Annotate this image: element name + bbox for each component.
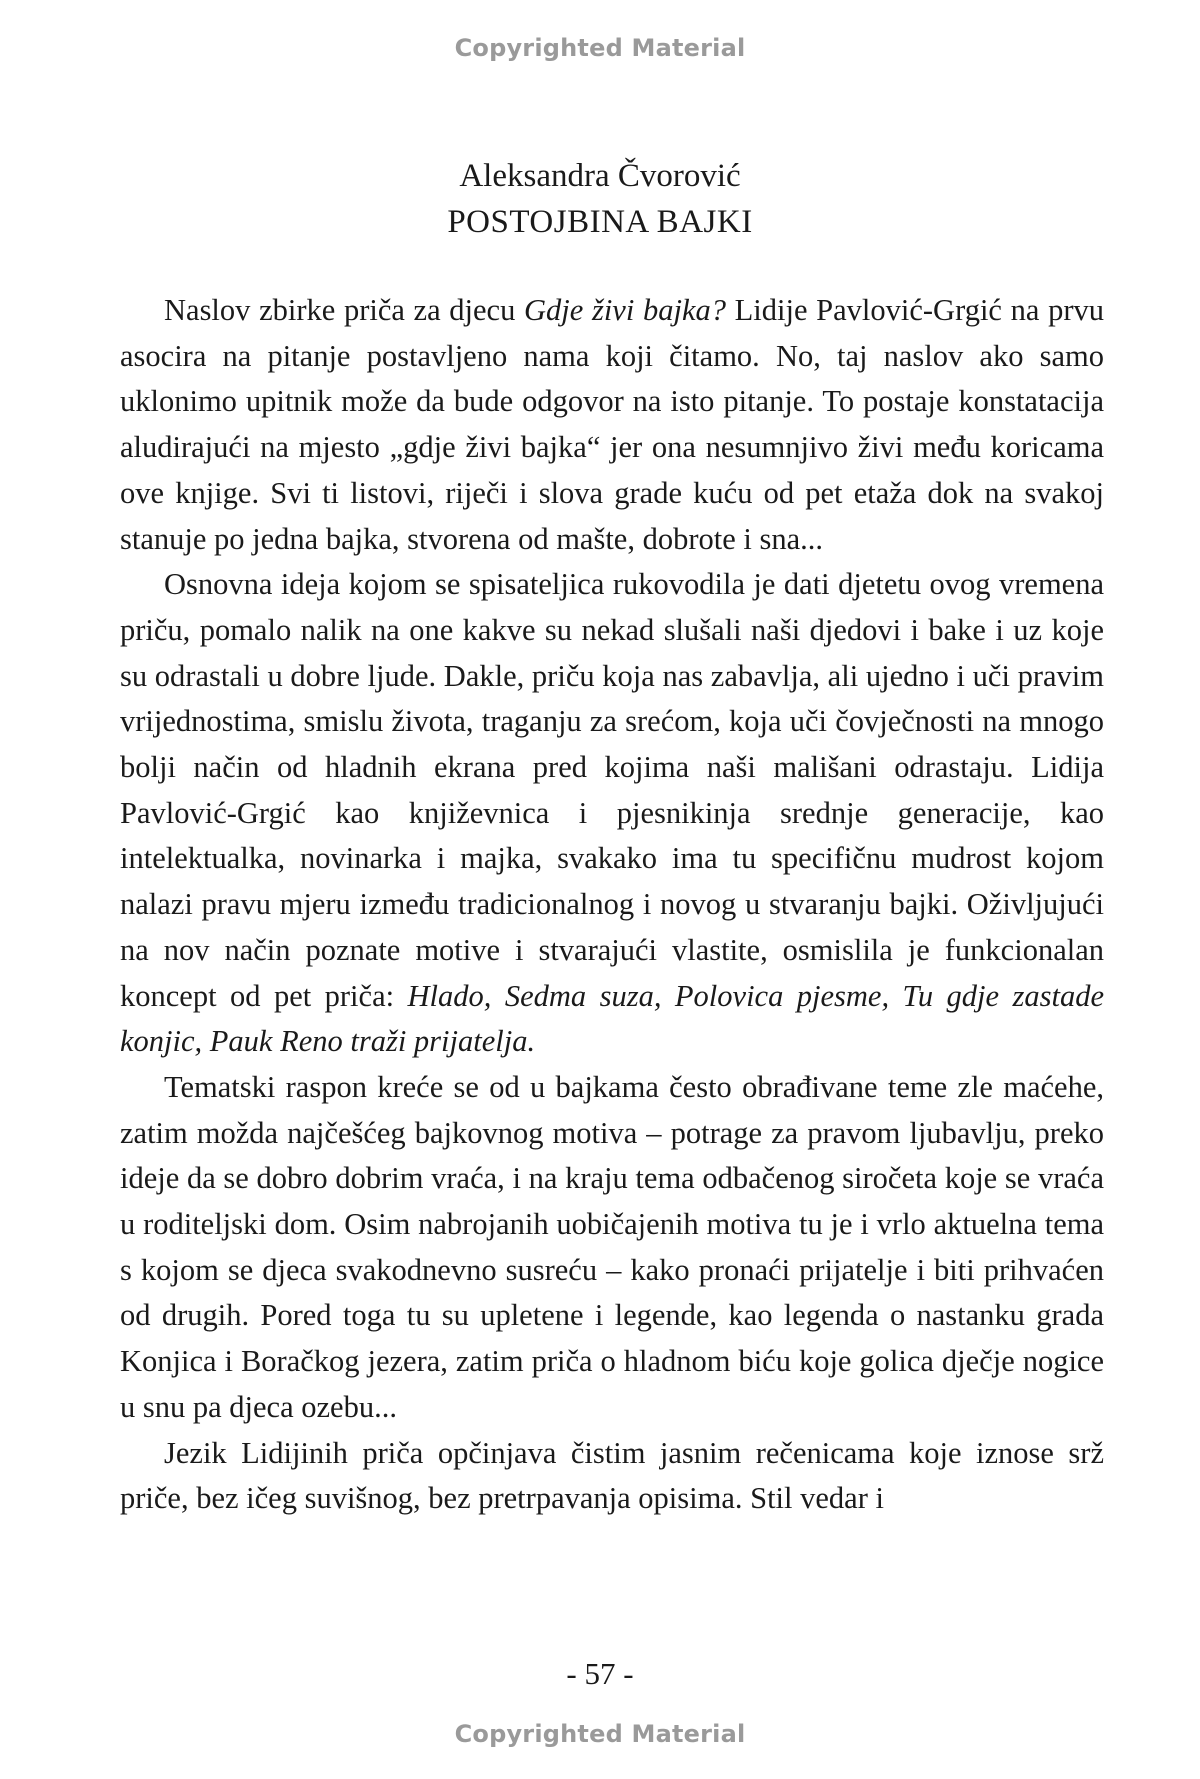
copyright-watermark-bottom: Copyrighted Material [454, 1720, 746, 1748]
paragraph [120, 288, 1104, 562]
paragraph [120, 1065, 1104, 1431]
paragraph-text: Naslov zbirke priča za djecu [164, 293, 525, 327]
italic-title-text: Gdje živi bajka? [524, 293, 726, 327]
paragraph [120, 1431, 1104, 1522]
page-number: - 57 - [566, 1656, 634, 1691]
paragraph [120, 562, 1104, 1065]
author-name: Aleksandra Čvorović [459, 158, 741, 194]
italic-title-text: Hlado, Sedma suza, Polovica pjesme, Tu gdje zastade konjic, Pauk Reno traži prijatelja. [120, 978, 1104, 1059]
paragraph-text: Lidije Pavlović-Grgić na prvu asocira na pitanje postavljeno nama koji čitamo. No, taj naslov ako samo uklonimo upitnik može da bude odgovor na isto pitanje. To postaje konstatacija aludirajući na mjesto „gdje živi bajka“ jer ona nesumnjivo živi među koricama ove knjige. Svi ti listovi, riječi i slova grade kuću od pet etaža dok na svakoj stanuje po jedna bajka, stvorena od mašte, dobrote i sna... [120, 293, 1104, 556]
paragraph-text: Jezik Lidijinih priča opčinjava čistim jasnim rečenicama koje iznose srž priče, bez ičeg suvišnog, bez pretrpavanja opisima. Stil vedar i [120, 1435, 1104, 1516]
paragraph-text: Osnovna ideja kojom se spisateljica rukovodila je dati djetetu ovog vremena priču, pomalo nalik na one kakve su nekad slušali naši djedovi i bake i uz koje su odrastali u dobre ljude. Dakle, priču koja nas zabavlja, ali ujedno i uči pravim vrijednostima, smislu života, traganju za srećom, koja uči čovječnosti na mnogo bolji način od hladnih ekrana pred kojima naši mališani odrastaju. Lidija Pavlović-Grgić kao književnica i pjesnikinja srednje generacije, kao intelektualka, novinarka i majka, svakako ima tu specifičnu mudrost kojom nalazi pravu mjeru između tradicionalnog i novog u stvaranju bajki. Oživljujući na nov način poznate motive i stvarajući vlastite, osmislila je funkcionalan koncept od pet priča: [120, 567, 1104, 1013]
copyright-watermark-top: Copyrighted Material [454, 34, 746, 62]
article-title: POSTOJBINA BAJKI [447, 204, 753, 240]
article-body [120, 288, 1104, 1522]
paragraph-text: Tematski raspon kreće se od u bajkama često obrađivane teme zle maćehe, zatim možda najčešćeg bajkovnog motiva – potrage za pravom ljubavlju, preko ideje da se dobro dobrim vraća, i na kraju tema odbačenog siročeta koje se vraća u roditeljski dom. Osim nabrojanih uobičajenih motiva tu je i vrlo aktuelna tema s kojom se djeca svakodnevno susreću – kako pronaći prijatelje i biti prihvaćen od drugih. Pored toga tu su upletene i legende, kao legenda o nastanku grada Konjica i Boračkog jezera, zatim priča o hladnom biću koje golica dječje nogice u snu pa djeca ozebu... [120, 1069, 1104, 1424]
